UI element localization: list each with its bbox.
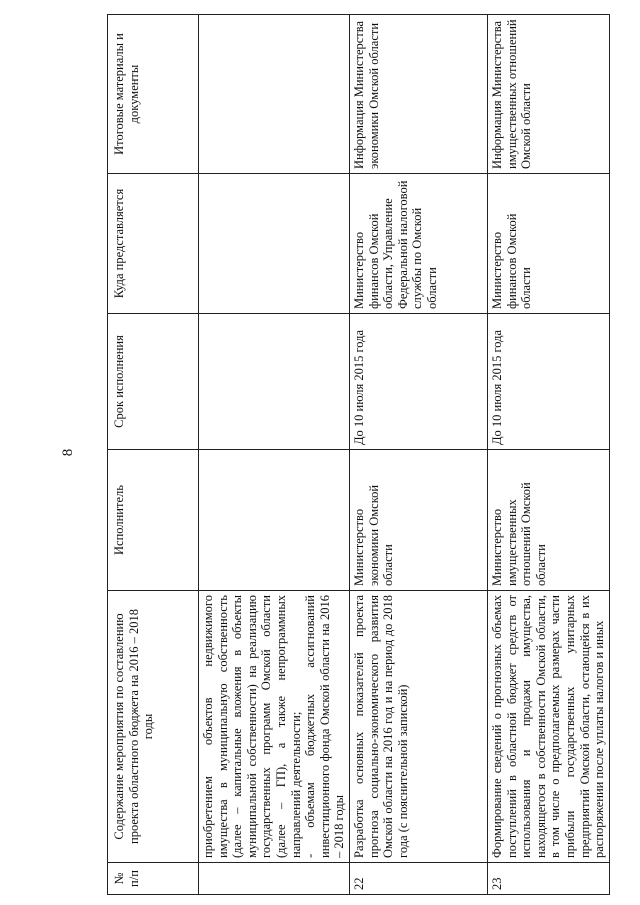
row-executor (199, 450, 350, 591)
row-content: Формирование сведений о прогнозных объемах поступлений в областной бюджет средств от использования и продажи имущества, находящегося в собственности Омской области, в том числе о предполагаемых размерах части прибыли государственных унитарных предприятий Омской области, остающейся в их распоряжении после уплаты налогов и иных (487, 591, 609, 863)
row-where: Министерство финансов Омской области (487, 174, 609, 314)
page-number: 8 (60, 448, 76, 457)
header-result: Итоговые материалы и документы (108, 15, 199, 174)
header-term: Срок исполнения (108, 314, 199, 450)
row-term: До 10 июля 2015 года (487, 314, 609, 450)
row-where: Министерство финансов Омской области, Управление Федеральной налоговой службы по Омской области (349, 174, 487, 314)
row-number: 23 (487, 863, 609, 895)
row-content: Разработка основных показателей проекта прогноза социально-экономического развития Омской области на 2016 год и на период до 2018 года (с пояснительной запиской) (349, 591, 487, 863)
row-content (199, 591, 350, 863)
header-content: Содержание мероприятия по составлению проекта областного бюджета на 2016 – 2018 годы (108, 591, 199, 863)
row-number (199, 863, 350, 895)
row-executor: Министерство экономики Омской области (349, 450, 487, 591)
row-result (199, 15, 350, 174)
header-num: № п/п (108, 863, 199, 895)
row-content-text: приобретением объектов недвижимого имущества в муниципальную собственность (далее – капитальные вложения в объекты муниципальной собственности) на реализацию государственных программ Омской области (далее – ГП), а также непрограммных направлений деятельности; - объемам бюджетных ассигнований инвестиционного фонда Омской области на 2016 – 2018 годы (201, 595, 347, 858)
table-row (349, 15, 487, 895)
header-where: Куда представляется (108, 174, 199, 314)
row-result: Информация Министерства имущественных отношений Омской области (487, 15, 609, 174)
row-executor: Министерство имущественных отношений Омской области (487, 450, 609, 591)
table-row (487, 15, 609, 895)
events-table (107, 14, 610, 895)
row-term: До 10 июля 2015 года (349, 314, 487, 450)
row-result: Информация Министерства экономики Омской области (349, 15, 487, 174)
header-executor: Исполнитель (108, 450, 199, 591)
row-where (199, 174, 350, 314)
table-row (199, 15, 350, 895)
row-number: 22 (349, 863, 487, 895)
table-header-row (108, 15, 199, 895)
row-term (199, 314, 350, 450)
